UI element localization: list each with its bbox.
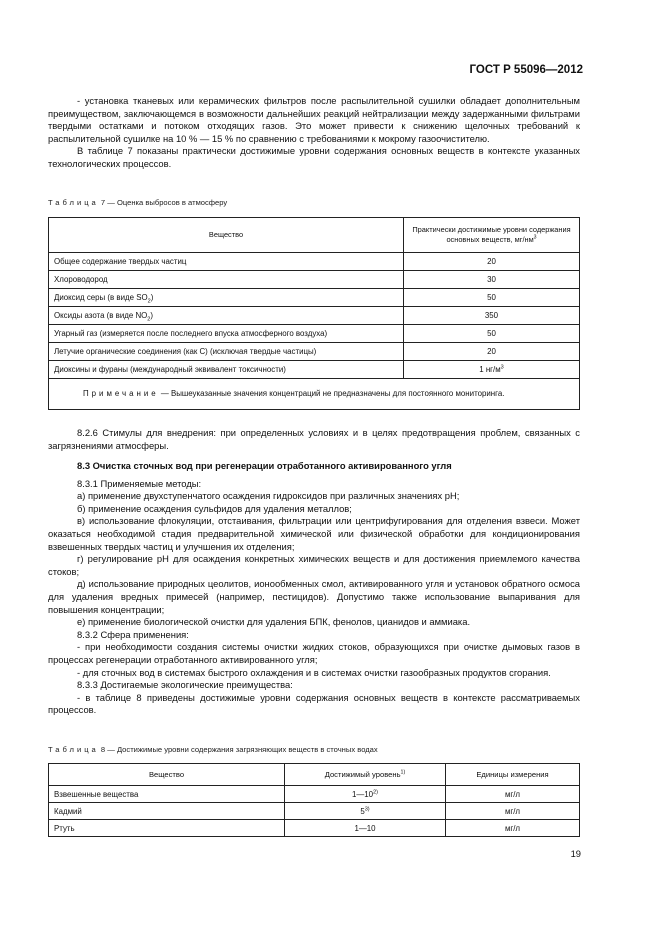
method-v: в) использование флокуляции, отстаивания, фильтрации или центрифугирования для отделения взвеси. Может оказаться необходимой стадия предварительной химической или физической обработки для кондиционирования взвешенных твердых частиц и улучшения их отделения; bbox=[48, 515, 580, 552]
table7-caption-label: Таблица bbox=[48, 198, 99, 207]
method-a: а) применение двухступенчатого осаждения гидроксидов при различных значениях рН; bbox=[77, 490, 460, 502]
substance-cell: Хлороводород bbox=[49, 271, 404, 289]
method-e: е) применение биологической очистки для удаления БПК, фенолов, цианидов и аммиака. bbox=[77, 616, 471, 628]
table-row bbox=[49, 271, 580, 289]
substance-cell: Общее содержание твердых частиц bbox=[49, 253, 404, 271]
table-row bbox=[49, 325, 580, 343]
column-header-level: Достижимый уровень$^{1)}$ bbox=[285, 764, 446, 786]
table-row bbox=[49, 289, 580, 307]
substance-cell: Диоксид серы (в виде $SO_2$) bbox=[49, 289, 404, 307]
table-row bbox=[49, 307, 580, 325]
level-cell: 350 bbox=[404, 307, 580, 325]
level-cell: 30 bbox=[404, 271, 580, 289]
method-g: г) регулирование рН для осаждения конкретных химических веществ и для достижения приемлемого качества стоков; bbox=[48, 553, 580, 577]
table-row bbox=[49, 343, 580, 361]
unit-cell: мг/л bbox=[446, 820, 580, 837]
unit-cell: мг/л bbox=[446, 803, 580, 820]
substance-cell: Кадмий bbox=[49, 803, 285, 820]
substance-cell: Угарный газ (измеряется после последнего впуска атмосферного воздуха) bbox=[49, 325, 404, 343]
scope-item-1: - при необходимости создания системы очистки жидких стоков, образующихся при очистке дымовых газов в процессах регенерации отработанного активированного угля; bbox=[48, 641, 580, 665]
table-header-row bbox=[49, 218, 580, 253]
level-cell: 5$^{3)}$ bbox=[285, 803, 446, 820]
paragraph-8-3-1: 8.3.1 Применяемые методы: bbox=[77, 477, 202, 489]
level-cell: 50 bbox=[404, 325, 580, 343]
intro-paragraph-1: - установка тканевых или керамических фильтров после распылительной сушилки обладает дополнительным преимуществом, заключающемся в возможности дальнейших реакций нейтрализации между задержанными фильтрами твердыми остатками и потоком отходящих газов. Это может привести к снижению щелочных требований к распылительной сушилке на 10 % — 15 % по сравнению с требованиями к мокрому газоочистителю. bbox=[48, 95, 580, 144]
table-note-row bbox=[49, 379, 580, 410]
paragraph-8-2-6: 8.2.6 Стимулы для внедрения: при определенных условиях и в целях предотвращения проблем, связанных с загрязнениями атмосферы. bbox=[48, 427, 580, 451]
table-row bbox=[49, 253, 580, 271]
substance-cell: Летучие органические соединения (как С) (исключая твердые частицы) bbox=[49, 343, 404, 361]
table-row bbox=[49, 786, 580, 803]
table8-caption bbox=[48, 745, 378, 754]
scope-item-2: - для сточных вод в системах быстрого охлаждения и в системах очистки газообразных продуктов сгорания. bbox=[77, 666, 551, 678]
section-8-2-6 bbox=[48, 427, 580, 452]
level-cell: 20 bbox=[404, 253, 580, 271]
column-header-levels: Практически достижимые уровни содержания основных веществ, $мг/нм^3$ bbox=[404, 218, 580, 253]
substance-cell: Оксиды азота (в виде $NO_2$) bbox=[49, 307, 404, 325]
level-cell: 1 $нг/м^3$ bbox=[404, 361, 580, 379]
substance-cell: Взвешенные вещества bbox=[49, 786, 285, 803]
method-d: д) использование природных цеолитов, ионообменных смол, активированного угля и установок обратного осмоса для удаления вредных примесей (например, пестицидов). Допустимо также использование выпаривания для повышения концентрации; bbox=[48, 578, 580, 615]
emissions-table bbox=[48, 217, 580, 410]
substance-cell: Ртуть bbox=[49, 820, 285, 837]
table-note: Примечание — Вышеуказанные значения концентраций не предназначены для постоянного мониторинга. bbox=[49, 379, 580, 410]
column-header-units: Единицы измерения bbox=[446, 764, 580, 786]
table7-caption bbox=[48, 198, 227, 207]
substance-cell: Диоксины и фураны (международный эквивалент токсичности) bbox=[49, 361, 404, 379]
level-cell: 1—10 bbox=[285, 820, 446, 837]
column-header-substance: Вещество bbox=[49, 764, 285, 786]
intro-block bbox=[48, 95, 580, 171]
unit-cell: мг/л bbox=[446, 786, 580, 803]
level-cell: 20 bbox=[404, 343, 580, 361]
intro-paragraph-2: В таблице 7 показаны практически достижимые уровни содержания основных веществ в контексте указанных технологических процессов. bbox=[48, 145, 580, 169]
benefit-item-1: - в таблице 8 приведены достижимые уровни содержания основных веществ в контексте рассматриваемых процессов. bbox=[48, 691, 580, 716]
page-number: 19 bbox=[570, 848, 581, 859]
table-row bbox=[49, 803, 580, 820]
table-row bbox=[49, 820, 580, 837]
column-header-substance: Вещество bbox=[49, 218, 404, 253]
table-row bbox=[49, 361, 580, 379]
table-header-row bbox=[49, 764, 580, 786]
section-heading-8-3: 8.3 Очистка сточных вод при регенерации отработанного активированного угля bbox=[77, 460, 452, 471]
table8-caption-text: 8 — Достижимые уровни содержания загрязняющих веществ в сточных водах bbox=[100, 745, 378, 754]
table7-caption-text: 7 — Оценка выбросов в атмосферу bbox=[100, 198, 228, 207]
level-cell: 1—10$^{2)}$ bbox=[285, 786, 446, 803]
paragraph-8-3-2: 8.3.2 Сфера применения: bbox=[77, 628, 189, 640]
wastewater-table bbox=[48, 763, 580, 837]
method-b: б) применение осаждения сульфидов для удаления металлов; bbox=[77, 502, 352, 514]
section-8-3 bbox=[48, 460, 580, 717]
standard-header: ГОСТ Р 55096—2012 bbox=[469, 64, 583, 76]
level-cell: 50 bbox=[404, 289, 580, 307]
paragraph-8-3-3: 8.3.3 Достигаемые экологические преимущества: bbox=[77, 679, 293, 691]
table8-caption-label: Таблица bbox=[48, 745, 99, 754]
